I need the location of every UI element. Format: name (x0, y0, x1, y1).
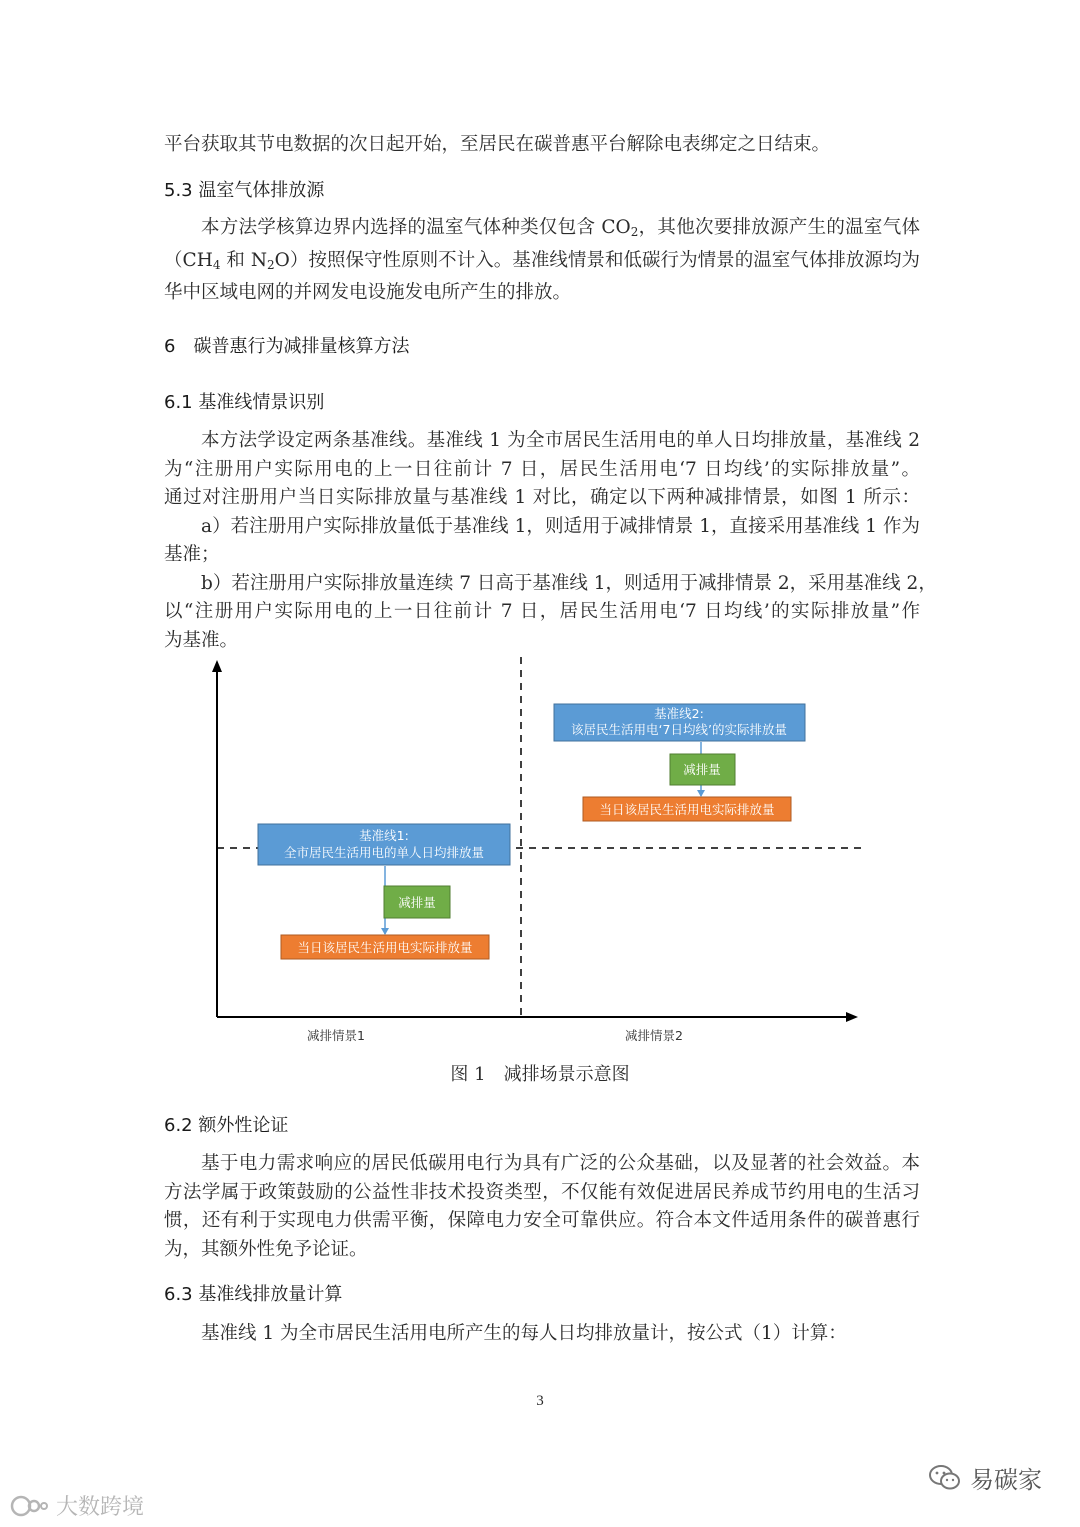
actual2-label: 当日该居民生活用电实际排放量 (599, 802, 775, 817)
baseline1-label-line1: 基准线1: (359, 828, 409, 843)
scenario1-label: 减排情景1 (307, 1028, 365, 1043)
section-6-3-heading: 6.3 基准线排放量计算 (164, 1284, 343, 1305)
chat-bubble-icon (10, 1493, 50, 1519)
para-line: 本方法学核算边界内选择的温室气体种类仅包含 $CO_2$，其他次要排放源产生的温室气体 (201, 217, 920, 239)
actual1-label: 当日该居民生活用电实际排放量 (297, 940, 473, 955)
para-line: 华中区域电网的并网发电设施发电所产生的排放。 (164, 282, 572, 303)
baseline2-label-line1: 基准线2: (654, 706, 704, 721)
y-axis-arrow (212, 660, 222, 672)
section-6-1-heading: 6.1 基准线情景识别 (164, 392, 325, 413)
figure-caption: 图 1 减排场景示意图 (450, 1064, 630, 1085)
reduction1-label: 减排量 (398, 895, 436, 910)
intro-paragraph: 平台获取其节电数据的次日起开始，至居民在碳普惠平台解除电表绑定之日结束。 (164, 134, 831, 155)
watermark-left: 大数跨境 (10, 1490, 144, 1521)
section-5-3-heading: 5.3 温室气体排放源 (164, 180, 325, 201)
item-a: a）若注册用户实际排放量低于基准线 1，则适用于减排情景 1，直接采用基准线 1 作为 (201, 515, 920, 537)
page-number: 3 (536, 1393, 544, 1409)
wechat-icon (928, 1463, 962, 1493)
baseline1-label-line2: 全市居民生活用电的单人日均排放量 (283, 845, 485, 860)
para-line: （$CH_4$ 和 $N_2O$）按照保守性原则不计入。基准线情景和低碳行为情景的温室气体排放源均为 (164, 249, 921, 272)
watermark-right: 易碳家 (928, 1460, 1042, 1495)
section-6-2-heading: 6.2 额外性论证 (164, 1115, 289, 1136)
section-6-2-paragraph: 基于电力需求响应的居民低碳用电行为具有广泛的公众基础，以及显著的社会效益。本 方法学属于政策鼓励的公益性非技术投资类型，不仅能有效促进居民养成节约用电的生活习 惯，还有利于实现电力供需平衡，保障电力安全可靠供应。符合本文件适用条件的碳普惠行 为，其额外性免予论证。 (164, 1153, 920, 1260)
item-b: b）若注册用户实际排放量连续 7 日高于基准线 1，则适用于减排情景 2，采用基准线 2， (201, 572, 937, 594)
section-6-heading: 6 碳普惠行为减排量核算方法 (164, 336, 410, 357)
scenario2-label: 减排情景2 (625, 1028, 683, 1043)
section-6-1-paragraph: 本方法学设定两条基准线。基准线 1 为全市居民生活用电的单人日均排放量，基准线 2 为“注册用户实际用电的上一日往前计 7 日，居民生活用电‘7 日均线’的实际排放量”。 通过对注册用户当日实际排放量与基准线 1 对比，确定以下两种减排情景，如图 1 所示： a）若注册用户实际排放量低于基准线 1，则适用于减排情景 1，直接采用基准线 1 作为 基准； b）若注册用户实际排放量连续 7 日高于基准线 1，则适用于减排情景 2，采用基准线 2， 以“注册用户实际用电的上一日往前计 7 日，居民生活用电‘7 日均线’的实际排放量”作 为基准。 (164, 430, 937, 651)
reduction2-label: 减排量 (683, 762, 721, 777)
section-6-3-paragraph: 基准线 1 为全市居民生活用电所产生的每人日均排放量计，按公式（1）计算： (201, 1323, 847, 1344)
x-axis-arrow (846, 1012, 858, 1022)
baseline2-label-line2: 该居民生活用电‘7日均线’的实际排放量 (571, 722, 787, 737)
